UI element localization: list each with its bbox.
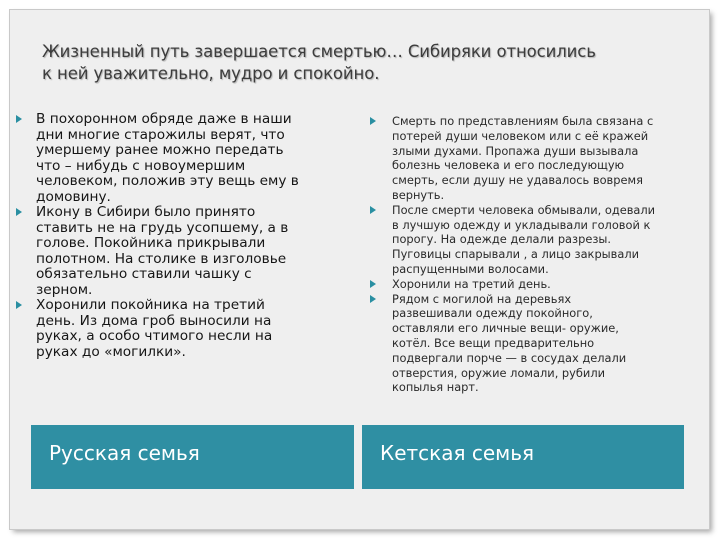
title-line-1: Жизненный путь завершается смертью… Сибиряки относились (42, 42, 596, 61)
bullet-text-line: смерть, если душу не удавалось вовремя (392, 173, 643, 188)
bullet-text-line: Хоронили покойника на третий (36, 297, 265, 313)
right-column (370, 114, 700, 395)
bullet-text-line: вернуть. (392, 187, 445, 202)
bullet-text-line: руках, а особо чтимого несли на (36, 328, 273, 344)
bullet-text-line: голове. Покойника прикрывали (36, 235, 266, 251)
right-bullet-list (370, 114, 700, 395)
slide-title (42, 41, 682, 85)
bullet-text-line: потерей души человеком или с её кражей (392, 128, 649, 143)
bullet-text-line: в лучшую одежду и укладывали головой к (392, 217, 651, 232)
bullet-text-line: распущенными волосами. (392, 261, 549, 276)
left-bullet-item (14, 112, 344, 205)
bullet-text-line: полотном. На столике в изголовье (36, 250, 287, 267)
russian-family-box (31, 425, 354, 489)
bullet-arrow-icon (370, 295, 376, 303)
ket-family-label: Кетская семья (380, 441, 535, 465)
left-column (14, 112, 344, 360)
bullet-text-line: подвергали порче — в сосудах делали (392, 350, 627, 365)
bullet-text-line: руках до «могилки». (36, 343, 186, 360)
bullet-arrow-icon (16, 115, 22, 123)
bullet-text-line: отверстия, оружие ломали, рубили (392, 365, 606, 380)
right-bullet-item (370, 203, 700, 277)
bullet-arrow-icon (370, 206, 376, 214)
right-bullet-item (370, 277, 700, 292)
bullet-arrow-icon (370, 117, 376, 125)
bullet-text-line: котёл. Все вещи предварительно (392, 335, 595, 350)
bullet-text-line: умершему ранее можно передать (36, 142, 284, 158)
left-bullet-item (14, 205, 344, 298)
bullet-text-line: человеком, положив эту вещь ему в (36, 173, 299, 189)
bullet-arrow-icon (370, 280, 376, 288)
bullet-text-line: дни многие старожилы верят, что (36, 126, 285, 143)
bullet-text-line: Рядом с могилой на деревьях (392, 291, 572, 306)
right-bullet-item (370, 114, 700, 203)
left-bullet-list (14, 112, 344, 360)
left-bullet-item (14, 298, 344, 360)
bullet-text-line: копылья нарт. (392, 380, 479, 395)
bullet-text-line: оставляли его личные вещи- оружие, (392, 321, 619, 336)
bullet-text-line: В похоронном обряде даже в наши (36, 111, 292, 127)
bullet-text-line: Икону в Сибири было принято (36, 204, 256, 220)
bullet-text-line: злыми духами. Пропажа души вызывала (392, 143, 639, 158)
bullet-text-line: обязательно ставили чашку с (36, 266, 252, 282)
bullet-text-line: развешивали одежду покойного, (392, 306, 593, 321)
bullet-text-line: ставить не на грудь усопшему, а в (36, 219, 289, 236)
ket-family-box (362, 425, 684, 489)
bullet-text-line: Смерть по представлениям была связана с (392, 114, 654, 128)
bullet-arrow-icon (16, 208, 22, 216)
title-line-2: к ней уважительно, мудро и спокойно. (42, 64, 380, 83)
bullet-text-line: зерном. (36, 281, 93, 298)
right-bullet-item (370, 292, 700, 396)
bullet-text-line: что – нибудь с новоумершим (36, 157, 246, 174)
bullet-text-line: Хоронили на третий день. (392, 276, 551, 291)
bullet-arrow-icon (16, 301, 22, 309)
bullet-text-line: После смерти человека обмывали, одевали (392, 202, 656, 217)
bullet-text-line: Пуговицы спарывали , а лицо закрывали (392, 247, 640, 262)
bullet-text-line: день. Из дома гроб выносили на (36, 312, 272, 329)
bullet-text-line: домовину. (36, 188, 111, 205)
bullet-text-line: порогу. На одежде делали разрезы. (392, 232, 611, 247)
russian-family-label: Русская семья (49, 441, 200, 465)
bullet-text-line: болезнь человека и его последующую (392, 158, 625, 173)
